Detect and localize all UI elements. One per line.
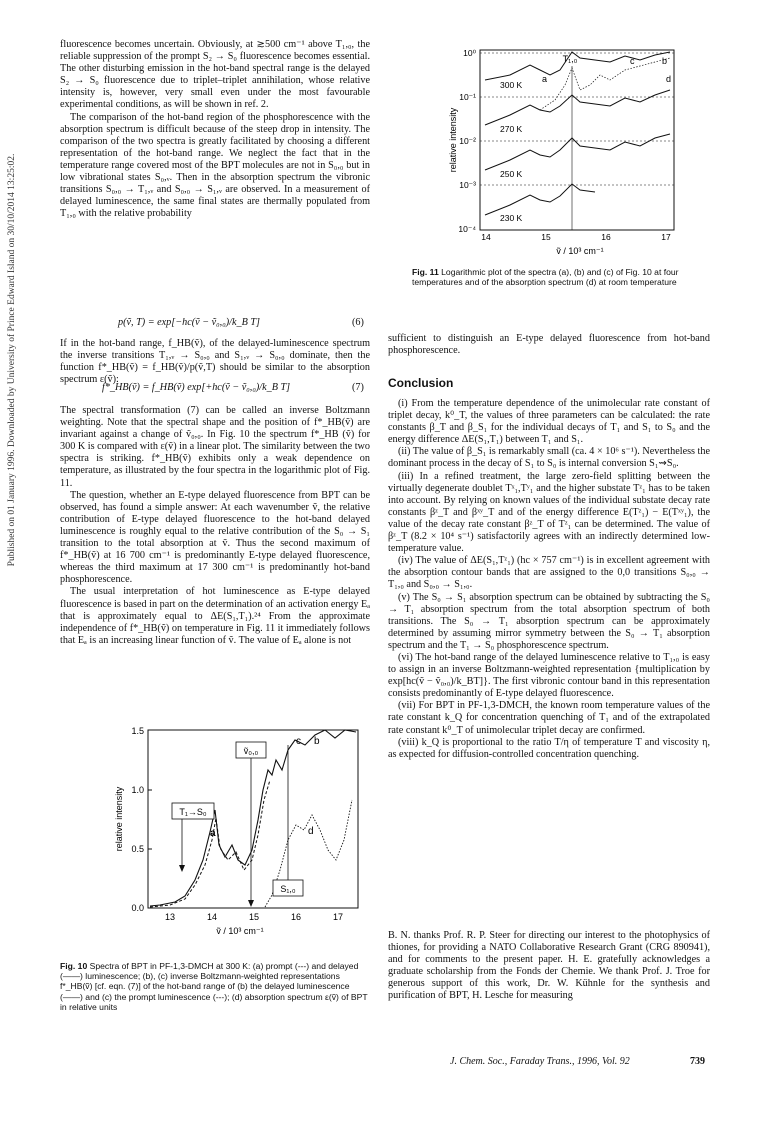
fig10-label-t1s0: T₁→S₀ [179,807,207,817]
fig10-xtick: 15 [248,912,260,922]
footer-page-number: 739 [690,1056,705,1067]
fig11-label-a: a [542,74,548,84]
fig10-label-d: d [308,826,314,837]
figure-11-caption [412,267,712,287]
fig10-ytick: 1.5 [131,726,144,736]
equation-6-number: (6) [352,317,364,328]
conclusion-item: (vii) For BPT in PF-1,3-DMCH, the known room temperature values of the rate constant k_Q for concentration quenching of T₁ and of the extrapolated rate constant k⁰_T of unimolecular triplet decay are confirmed. [388,700,710,736]
fig10-label-s10: S₁,₀ [280,884,296,894]
equation-7-number: (7) [352,382,364,393]
fig10-ytick: 0.0 [131,903,144,913]
fig11-ytick: 10⁻³ [459,180,476,190]
fig11-label-c: c [630,56,635,66]
fig11-ytick: 10⁻¹ [459,92,476,102]
watermark-text: Published on 01 January 1996. Downloaded by University of Prince Edward Island on 30/10/2014 13:25:02. [7,153,17,567]
fig10-label-a: a [210,828,216,839]
fig11-xtick: 16 [601,232,611,242]
equation-6: p(ṽ, T) = exp[−hc(ṽ − ṽ₀,₀)/k_B T] [118,317,260,328]
fig10-xlabel: ṽ / 10³ cm⁻¹ [216,926,264,936]
conclusion-item: (vi) The hot-band range of the delayed luminescence relative to T₁,₀ is easy to assign in an inverse Boltzmann-weighted representation {multiplication by exp[hc(ṽ − ṽ₀,₀)/k_BT]}. The first vibronic contour band in this representation consists predominantly of E-type delayed fluorescence. [388,651,710,700]
paragraph: The spectral transformation (7) can be called an inverse Boltzmann weighting. Note that the spectral shape and the position of f*_HB(ṽ) are invariant against a change of ṽ₀,₀. In Fig. 10 the spectrum f*_HB (ṽ) for 300 K is compared with ε(ṽ) in a linear plot. The similarity between the two spectra is striking. f*_HB(ṽ) exhibits only a weak dependence on temperature, as illustrated by the four spectra in the logarithmic plot of Fig. 11. [60,405,370,489]
paragraph: sufficient to distinguish an E-type delayed fluorescence from hot-band phosphorescence. [388,333,710,357]
acknowledgement [388,930,710,1003]
fig10-label-b: b [314,736,320,747]
fig11-temp-label: 230 K [500,213,523,223]
conclusion-item: (v) The S₀ → S₁ absorption spectrum can be obtained by subtracting the S₀ → T₁ absorption spectrum from the total absorption spectrum of both transitions. The S₀ → T₁ absorption spectrum can be approximately determined by assuming mirror symmetry between the S₀ → T₁ absorption spectrum and the T₁ → S₀ phosphorescence spectrum. [388,591,710,651]
fig10-ytick: 1.0 [131,785,144,795]
fig11-xlabel: ṽ / 10³ cm⁻¹ [556,246,604,256]
fig10-ytick: 0.5 [131,844,144,854]
caption-title: Fig. 10 [60,961,88,971]
fig11-label-b: b [662,56,668,66]
caption-text: Logarithmic plot of the spectra (a), (b) and (c) of Fig. 10 at four temperatures and of the absorption spectrum (d) at room temperature [412,267,679,288]
fig11-curve-230k [485,184,595,215]
figure-11-chart [400,40,700,262]
conclusion-item: (iv) The value of ΔE(S₁,Tᶻ₁) (hc × 757 cm⁻¹) is in excellent agreement with the absorption contour bands that are assigned to the 0,0 transitions S₀,₀ → T₁,₀ and S₀,₀ → S₁,₀. [388,555,710,591]
left-column-bottom [60,405,370,647]
left-column-top [60,39,370,220]
conclusion-item: (iii) In a refined treatment, the large zero-field splitting between the virtually degenerate doublet Tˣ₁,Tʸ₁ and the higher substate Tᶻ₁ has to be taken into account. By relying on known values of the individual substate decay rate constants βᶻ_T and βˣʸ_T and of the energy difference E(Tᶻ₁) − E(Tˣʸ₁), the value of the decay rate constant βᶻ_T of Tᶻ₁ can be determined. The value of βᶻ_T (8.2 × 10⁴ s⁻¹) satisfactorily agrees with an indirectly determined low-temperature value. [388,470,710,555]
conclusion-item: (i) From the temperature dependence of the unimolecular rate constant of triplet decay, k⁰_T, the values of three parameters can be calculated: the rate constants β_T and β_S₁ for the individual decays of T₁ and S₁ to S₀ and the energy difference ΔE(S₁,T₁) between T₁ and S₁. [388,398,710,446]
equation-7: f*_HB(ṽ) = f_HB(ṽ) exp[+hc(ṽ − ṽ₀,₀)/k_B T] [102,382,291,393]
left-column-mid [60,338,370,386]
caption-title: Fig. 11 [412,267,439,277]
paragraph: fluorescence becomes uncertain. Obviously, at ≳500 cm⁻¹ above T₁,₀, the reliable suppression of the prompt S₂ → S₀ fluorescence becomes essential. The other disturbing emission in the hot-band spectral range is the delayed S₂ → S₀ fluorescence due to triplet–triplet annihilation, whose relative intensity is, however, very small even under the most favourable experimental conditions, as will be shown in ref. 2. [60,39,370,111]
acknowledgement-text: B. N. thanks Prof. R. P. Steer for directing our interest to the photophysics of thiones, for providing a NATO Collaborative Research Grant (CRG 890941), and for comments to the present paper. H. E. gratefully acknowledges a graduate scholarship from the Fonds der Chemie. We thank Prof. J. Troe for generous support of this work, Dr. W. Kühnle for the synthesis and purification of BPT, H. Lesche for measuring [388,930,710,1002]
footer-journal: J. Chem. Soc., Faraday Trans., 1996, Vol. 92 [450,1056,630,1067]
fig11-ytick: 10⁻² [459,136,476,146]
fig10-xtick: 16 [290,912,302,922]
paragraph: The question, whether an E-type delayed fluorescence from BPT can be observed, has found a simple answer: At each wavenumber ṽ, the relative contribution of E-type delayed fluorescence to the hot-band delayed luminescence is roughly equal to the relative contribution of the S₀ → S₁ transition to the total absorption at ṽ. Thus the second maximum of f*_HB(ṽ) at 16 700 cm⁻¹ is predominantly E-type delayed fluorescence, whereas the third maximum at 17 300 cm⁻¹ is predominantly hot-band phosphorescence. [60,489,370,586]
conclusion-item: (ii) The value of β_S₁ is remarkably small (ca. 4 × 10⁶ s⁻¹). Nevertheless the dominant process in the decay of S₁ to S₀ is internal conversion S₁⇝S₀. [388,446,711,470]
fig10-xtick: 13 [164,912,176,922]
conclusion-heading: Conclusion [388,376,454,390]
fig11-xtick: 14 [481,232,491,242]
fig10-xtick: 14 [206,912,218,922]
figure-10-chart [60,720,370,952]
paragraph: The usual interpretation of hot luminescence as E-type delayed fluorescence is based in part on the determination of an activation energy Eₐ that is approximately equal to ΔE(S₁,T₁).²⁴ From the approximate independence of f*_HB(ṽ) on temperature in Fig. 11 it immediately follows that Eₐ is an increasing linear function of ṽ. The value of Eₐ alone is not [60,586,370,646]
fig11-ytick: 10⁰ [463,48,476,58]
fig11-label-d: d [666,74,672,84]
fig11-curve-300k-d [540,58,670,110]
right-column-top [388,333,710,357]
paragraph: If in the hot-band range, f_HB(ṽ), of the delayed-luminescence spectrum the inverse transitions T₁,ᵥ → S₀,₀ and S₁,ᵥ → S₀,₀ dominate, then the function f*_HB(ṽ) = f_HB(ṽ)/p(ṽ,T) should be similar to the absorption spectrum ε(ṽ): [60,338,370,386]
fig11-curve-300k-a [485,52,670,80]
fig11-temp-label: 300 K [500,80,523,90]
fig10-ylabel: relative intensity [114,786,124,852]
caption-text: Spectra of BPT in PF-1,3-DMCH at 300 K: (a) prompt (---) and delayed (——) luminescence; (b), (c) inverse Boltzmann-weighted representations f*_HB(ṽ) [cf. eqn. (7)] of the hot-band range of (b) the delayed luminescence (——) and (c) the prompt luminescence (---); (d) absorption spectrum ε(ṽ) of BPT in relative units [60,961,368,1012]
conclusion-list [388,398,710,761]
fig11-xtick: 17 [661,232,671,242]
fig10-label-v00: ṽ₀,₀ [243,746,259,756]
fig10-curve-prompt [150,780,270,907]
figure-10-caption [60,961,370,1012]
fig11-curve-250k [485,134,670,170]
fig11-ytick: 10⁻⁴ [458,224,476,234]
fig11-temp-label: 270 K [500,124,523,134]
paragraph: The comparison of the hot-band region of the phosphorescence with the absorption spectrum is difficult because of the steep drop in intensity. The comparison of the two spectra is greatly facilitated by choosing a different representation of the hot-band range. We neglect the fact that in the temperature range covered most of the BPT molecules are not in S₀,₀ but in low vibrational states S₀,ᵥ. Then in the absorption spectrum the vibronic transitions S₀,₀ → T₁,ᵥ and S₀,₀ → S₁,ᵥ are observed. In a measurement of delayed luminescence, the same final states are thermally populated from T₁,₀ with the relative probability [60,111,370,220]
fig11-curve-270k [485,90,670,125]
fig11-ylabel: relative intensity [448,107,458,173]
fig11-xtick: 15 [541,232,551,242]
download-watermark [4,40,20,680]
fig10-xtick: 17 [332,912,344,922]
fig11-label-t10: T₁,₀ [562,54,578,64]
fig11-temp-label: 250 K [500,169,523,179]
conclusion-item: (viii) k_Q is proportional to the ratio T/η of temperature T and viscosity η, as expected for diffusion-controlled concentration quenching. [388,736,710,760]
fig10-label-c: c [296,736,301,747]
